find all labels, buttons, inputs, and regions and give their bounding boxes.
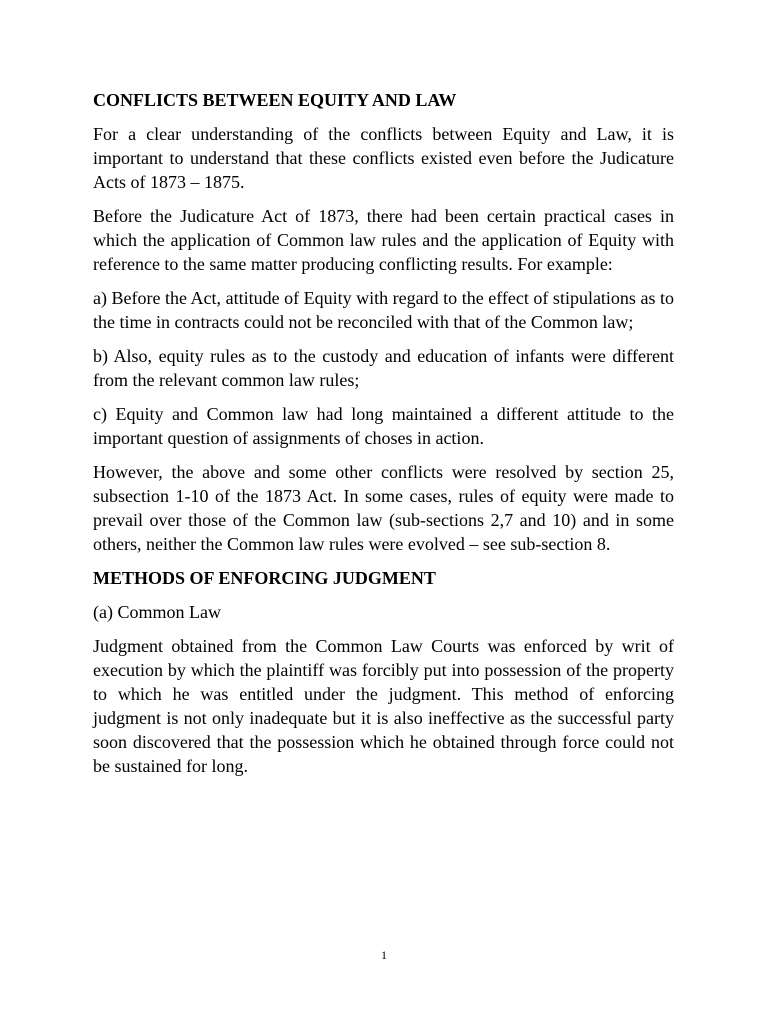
paragraph-item-c: c) Equity and Common law had long maintained a different attitude to the important question of assignments of choses in action. <box>93 404 674 448</box>
paragraph-item-a: a) Before the Act, attitude of Equity with regard to the effect of stipulations as to the time in contracts could not be reconciled with that of the Common law; <box>93 288 674 332</box>
paragraph-judicature-act: Before the Judicature Act of 1873, there had been certain practical cases in which the application of Common law rules and the application of Equity with reference to the same matter producing conflicting results. For example: <box>93 206 674 274</box>
paragraph-resolution: However, the above and some other conflicts were resolved by section 25, subsection 1-10 of the 1873 Act. In some cases, rules of equity were made to prevail over those of the Common law (sub-sections 2,7 and 10) and in some others, neither the Common law rules were evolved – see sub-section 8. <box>93 462 674 554</box>
paragraph-intro: For a clear understanding of the conflicts between Equity and Law, it is important to understand that these conflicts existed even before the Judicature Acts of 1873 – 1875. <box>93 124 674 192</box>
paragraph-item-b: b) Also, equity rules as to the custody and education of infants were different from the relevant common law rules; <box>93 346 674 390</box>
page-number: 1 <box>381 948 387 962</box>
section-heading-conflicts: CONFLICTS BETWEEN EQUITY AND LAW <box>93 90 457 110</box>
paragraph-writ-of-execution: Judgment obtained from the Common Law Courts was enforced by writ of execution by which the plaintiff was forcibly put into possession of the property to which he was entitled under the judgment. This method of enforcing judgment is not only inadequate but it is also ineffective as the successful party soon discovered that the possession which he obtained through force could not be sustained for long. <box>93 636 674 776</box>
section-heading-methods: METHODS OF ENFORCING JUDGMENT <box>93 568 436 588</box>
document-page <box>93 88 674 788</box>
paragraph-common-law-label: (a) Common Law <box>93 602 221 622</box>
